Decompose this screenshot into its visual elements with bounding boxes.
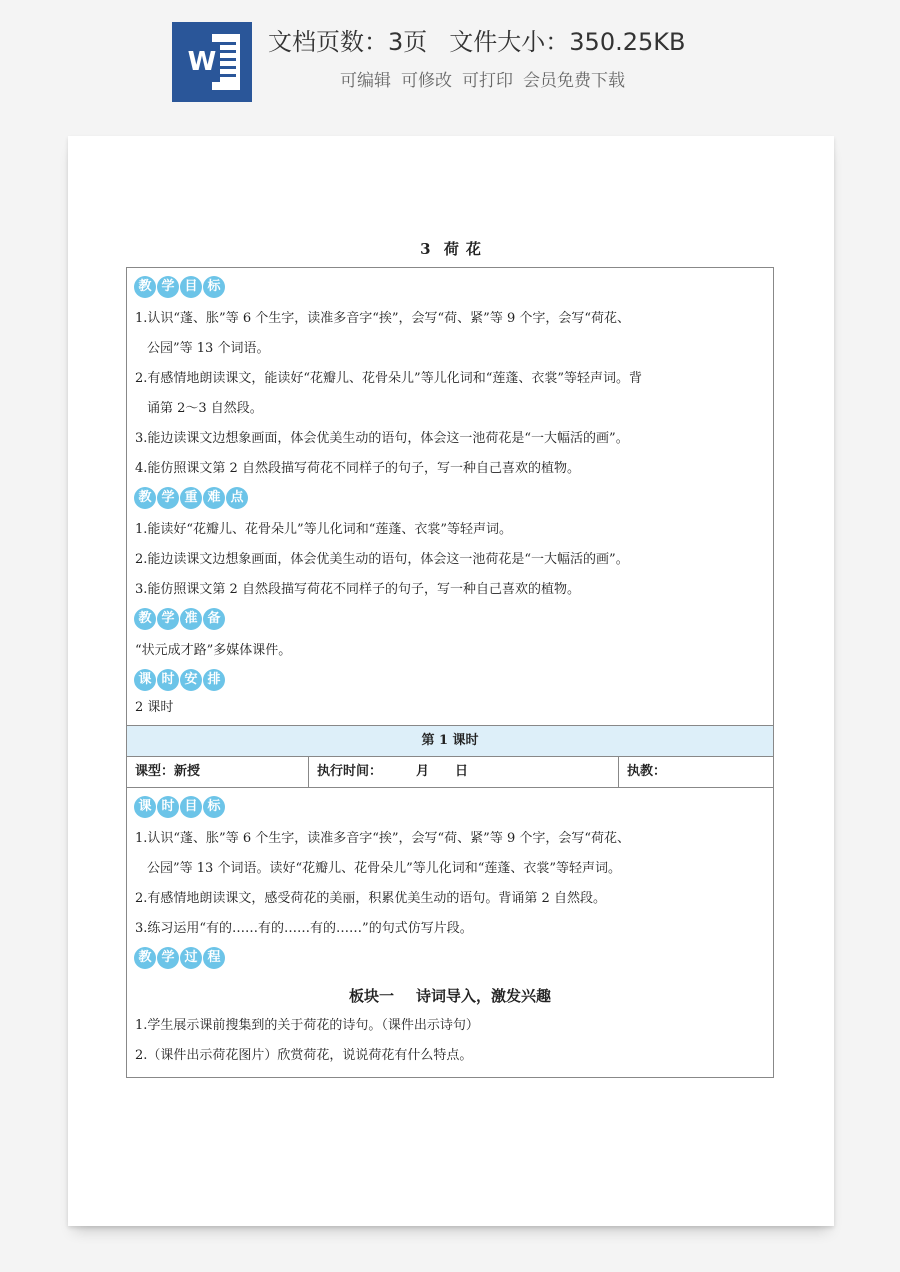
tag-printable: 可打印	[462, 71, 513, 91]
file-info	[268, 22, 707, 57]
tag-editable: 可编辑	[340, 71, 391, 91]
objectives-section	[127, 268, 773, 725]
list-item: 2.（课件出示荷花图片）欣赏荷花，说说荷花有什么特点。	[135, 1048, 473, 1063]
word-icon	[172, 22, 252, 102]
tag-member-download: 会员免费下载	[523, 71, 625, 91]
file-info-banner	[0, 0, 900, 120]
preparation-text: “状元成才路”多媒体课件。	[135, 643, 292, 658]
list-item: 4.能仿照课文第 2 自然段描写荷花不同样子的句子，写一种自己喜欢的植物。	[135, 461, 580, 476]
lesson-type: 课型：新授	[127, 757, 309, 787]
tag-modifiable: 可修改	[401, 71, 452, 91]
file-tags	[340, 66, 635, 91]
list-item: 1.能读好“花瓣儿、花骨朵儿”等儿化词和“莲蓬、衣裳”等轻声词。	[135, 522, 512, 537]
page-count: 文档页数：3页	[268, 28, 428, 56]
section-label-key-points: 教 学 重 难 点	[134, 487, 249, 511]
section-label-preparation: 教 学 准 备	[134, 608, 226, 632]
list-item: 2.能边读课文边想象画面，体会优美生动的语句，体会这一池荷花是“一大幅活的画”。	[135, 552, 629, 567]
lesson-plan-table	[126, 267, 774, 1078]
period-section	[127, 788, 773, 1077]
period-title: 第 1 课时	[127, 725, 773, 757]
section-label-objectives: 教 学 目 标	[134, 276, 226, 300]
list-item: 1.认识“蓬、胀”等 6 个生字，读准多音字“挨”，会写“荷、紧”等 9 个字，会写“荷花、 公园”等 13 个词语。	[135, 311, 630, 356]
block-title: 板块一 诗词导入，激发兴趣	[348, 987, 552, 1005]
list-item: 3.练习运用“有的……有的……有的……”的句式仿写片段。	[135, 921, 473, 936]
file-size: 文件大小：350.25KB	[449, 28, 686, 56]
execution-time: 执行时间： 月 日	[309, 757, 619, 787]
list-item: 3.能仿照课文第 2 自然段描写荷花不同样子的句子，写一种自己喜欢的植物。	[135, 582, 580, 597]
section-label-schedule: 课 时 安 排	[134, 669, 226, 693]
section-label-period-objectives: 课 时 目 标	[134, 796, 226, 820]
schedule-text: 2 课时	[135, 700, 174, 715]
period-meta-row	[127, 757, 773, 788]
list-item: 2.有感情地朗读课文，能读好“花瓣儿、花骨朵儿”等儿化词和“莲蓬、衣裳”等轻声词。背 诵第 2～3 自然段。	[135, 371, 642, 416]
teacher: 执教：	[627, 764, 667, 779]
word-letter: W	[184, 42, 220, 82]
list-item: 1.认识“蓬、胀”等 6 个生字，读准多音字“挨”，会写“荷、紧”等 9 个字，会写“荷花、 公园”等 13 个词语。读好“花瓣儿、花骨朵儿”等儿化词和“莲蓬、衣裳”等轻声词。	[135, 831, 630, 876]
section-label-process: 教 学 过 程	[134, 947, 226, 971]
document-page	[68, 136, 834, 1226]
document-title: 3 荷 花	[420, 240, 482, 258]
list-item: 3.能边读课文边想象画面，体会优美生动的语句，体会这一池荷花是“一大幅活的画”。	[135, 431, 629, 446]
list-item: 2.有感情地朗读课文，感受荷花的美丽，积累优美生动的语句。背诵第 2 自然段。	[135, 891, 606, 906]
list-item: 1.学生展示课前搜集到的关于荷花的诗句。（课件出示诗句）	[135, 1018, 479, 1033]
